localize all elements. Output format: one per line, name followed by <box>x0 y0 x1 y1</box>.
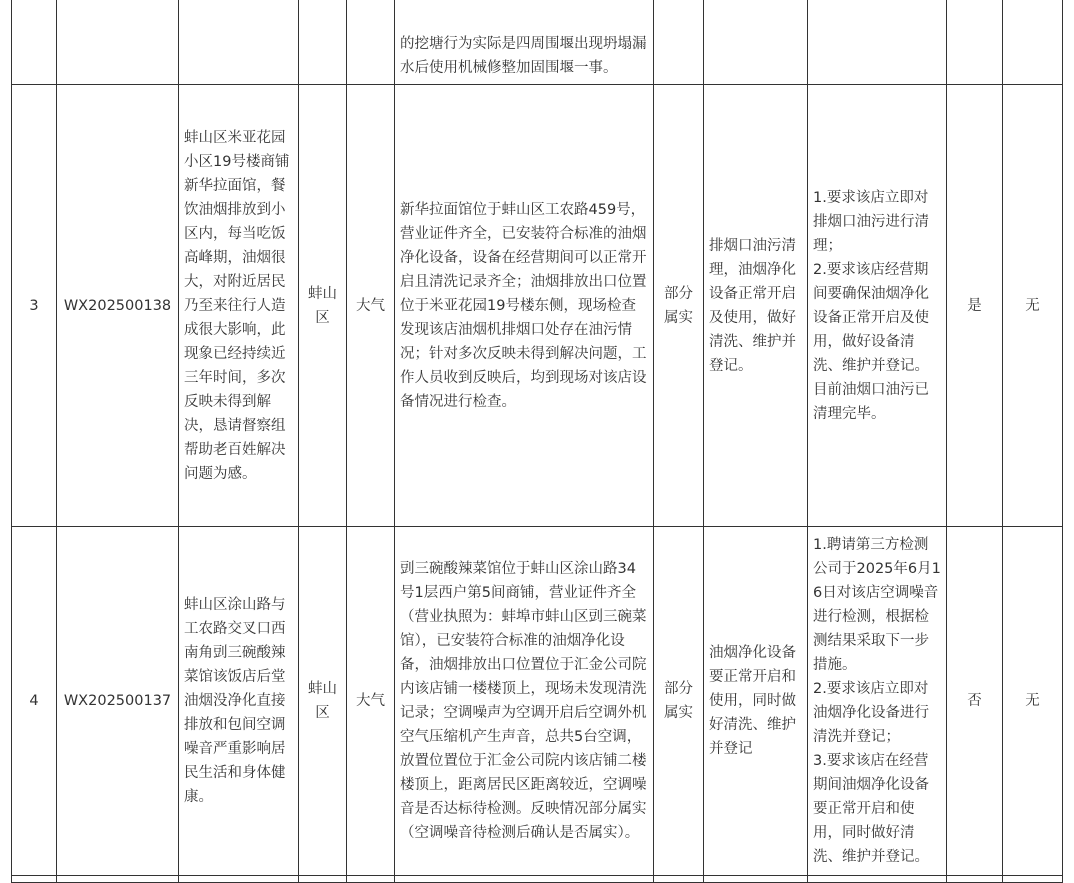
cell-empty <box>299 876 347 883</box>
cell-empty <box>12 876 57 883</box>
cell-empty <box>704 0 808 85</box>
cell-empty <box>654 0 704 85</box>
table-row-partial <box>12 876 1063 883</box>
cell-empty <box>808 876 947 883</box>
cell-investigation-fragment: 的挖塘行为实际是四周围堰出现坍塌漏水后使用机械修整加固围堰一事。 <box>395 0 654 85</box>
cell-investigation: 新华拉面馆位于蚌山区工农路459号，营业证件齐全，已安装符合标准的油烟净化设备，设备在经营期间可以正常开启且清洗记录齐全；油烟排放出口位置位于米亚花园19号楼东侧，现场检查发现该店油烟机排烟口处存在油污情况；针对多次反映未得到解决问题，工作人员收到反映后，均到现场对该店设备情况进行检查。 <box>395 85 654 527</box>
cell-problem: 排烟口油污清理，油烟净化设备正常开启及使用，做好清洗、维护并登记。 <box>704 85 808 527</box>
cell-empty <box>704 876 808 883</box>
cell-empty <box>1003 876 1063 883</box>
cell-problem: 油烟净化设备要正常开启和使用，同时做好清洗、维护并登记 <box>704 527 808 876</box>
cell-number: 3 <box>12 85 57 527</box>
cell-number: 4 <box>12 527 57 876</box>
cell-empty <box>654 876 704 883</box>
cell-measures: 1.聘请第三方检测公司于2025年6月16日对该店空调噪音进行检测，根据检测结果采取下一步措施。 2.要求该店立即对油烟净化设备进行清洗并登记； 3.要求该店在经营期间油烟净化设备要正常开启和使用，同时做好清洗、维护并登记。 <box>808 527 947 876</box>
cell-closed: 否 <box>947 527 1003 876</box>
cell-complaint: 蚌山区涂山路与工农路交叉口西南角剅三碗酸辣菜馆该饭店后堂油烟没净化直接排放和包间空调噪音严重影响居民生活和身体健康。 <box>179 527 299 876</box>
cell-empty <box>1003 0 1063 85</box>
cell-pollution-type: 大气 <box>347 85 395 527</box>
cell-measures: 1.要求该店立即对排烟口油污进行清理； 2.要求该店经营期间要确保油烟净化设备正常开启及使用，做好设备清洗、维护并登记。 目前油烟口油污已清理完毕。 <box>808 85 947 527</box>
cell-empty <box>947 0 1003 85</box>
table-row-partial <box>12 0 1063 85</box>
cell-empty <box>808 0 947 85</box>
cell-case-id: WX202500138 <box>57 85 179 527</box>
cell-empty <box>57 0 179 85</box>
cell-empty <box>57 876 179 883</box>
cell-case-id: WX202500137 <box>57 527 179 876</box>
cell-district: 蚌山区 <box>299 527 347 876</box>
cell-verdict: 部分属实 <box>654 527 704 876</box>
cell-empty <box>347 876 395 883</box>
cell-empty <box>947 876 1003 883</box>
cell-accountability: 无 <box>1003 85 1063 527</box>
table-row <box>12 527 1063 876</box>
cell-empty <box>12 0 57 85</box>
cell-accountability: 无 <box>1003 527 1063 876</box>
cell-district: 蚌山区 <box>299 85 347 527</box>
cell-complaint: 蚌山区米亚花园小区19号楼商铺新华拉面馆，餐饮油烟排放到小区内，每当吃饭高峰期，油烟很大，对附近居民乃至来往行人造成很大影响，此现象已经持续近三年时间，多次反映未得到解决，恳请督察组帮助老百姓解决问题为感。 <box>179 85 299 527</box>
cell-empty <box>179 876 299 883</box>
cell-pollution-type: 大气 <box>347 527 395 876</box>
table-row <box>12 85 1063 527</box>
cell-empty <box>395 876 654 883</box>
cell-closed: 是 <box>947 85 1003 527</box>
cell-empty <box>347 0 395 85</box>
cell-investigation: 剅三碗酸辣菜馆位于蚌山区涂山路34号1层西户第5间商铺，营业证件齐全（营业执照为：蚌埠市蚌山区剅三碗菜馆），已安装符合标准的油烟净化设备，油烟排放出口位置位于汇金公司院内该店铺一楼楼顶上，现场未发现清洗记录；空调噪声为空调开启后空调外机空气压缩机产生声音，总共5台空调，放置位置位于汇金公司院内该店铺二楼楼顶上，距离居民区距离较近，空调噪音是否达标待检测。反映情况部分属实（空调噪音待检测后确认是否属实）。 <box>395 527 654 876</box>
cell-empty <box>299 0 347 85</box>
cell-empty <box>179 0 299 85</box>
complaint-table <box>11 0 1063 883</box>
cell-verdict: 部分属实 <box>654 85 704 527</box>
